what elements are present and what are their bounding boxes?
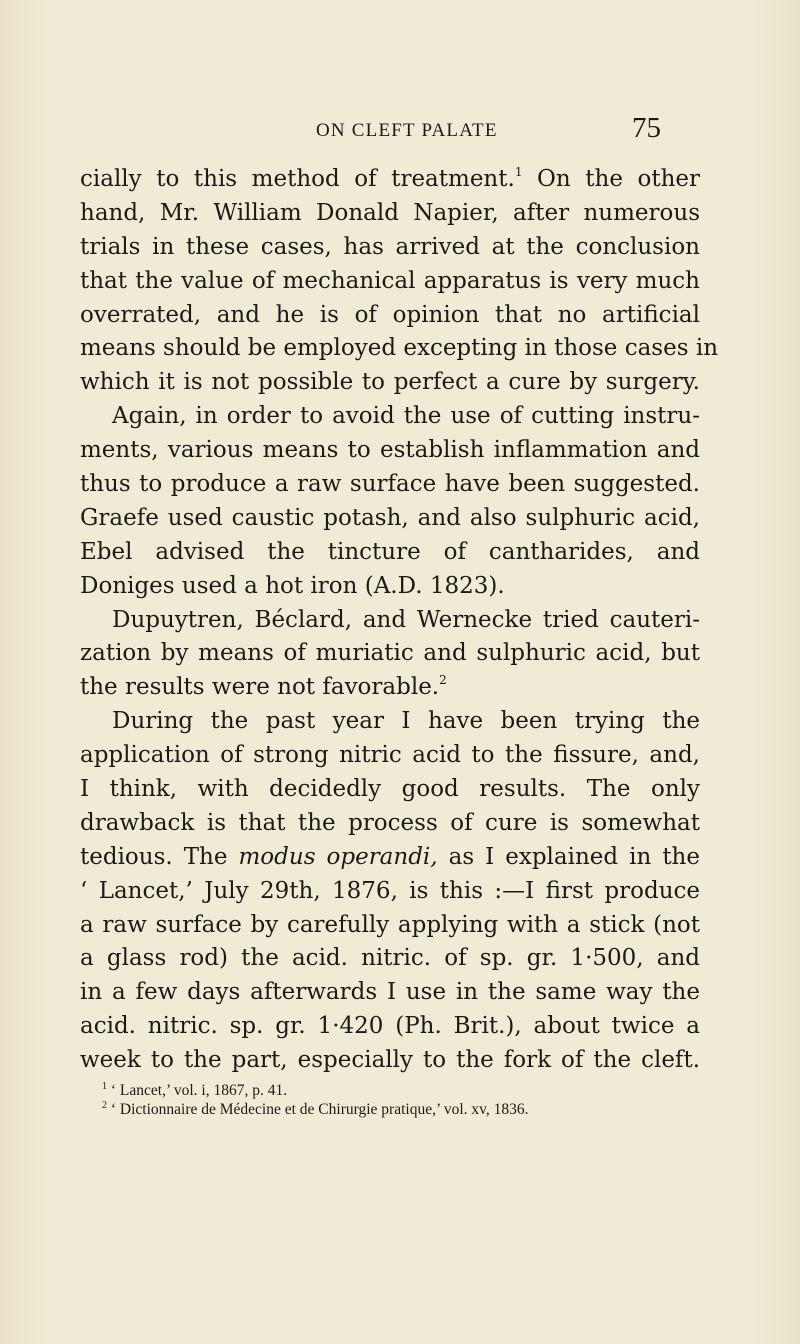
text-line: a raw surface by carefully applying with a stick (not: [80, 911, 700, 938]
text-line: hand, Mr. William Donald Napier, after numerous: [80, 199, 700, 226]
text-line: ments, various means to establish inflammation and: [80, 437, 700, 464]
text-line: drawback is that the process of cure is somewhat: [80, 809, 700, 836]
italic-phrase: modus operandi,: [238, 843, 438, 870]
text-line: Graefe used caustic potash, and also sulphuric acid,: [80, 504, 700, 531]
text-line: in a few days afterwards I use in the same way the: [80, 979, 700, 1006]
text-line: trials in these cases, has arrived at the conclusion: [80, 233, 700, 260]
footnote-ref[interactable]: 2: [439, 673, 447, 688]
text-line: that the value of mechanical apparatus is very much: [80, 267, 700, 294]
text-line: application of strong nitric acid to the fissure, and,: [80, 742, 700, 769]
running-head: ON CLEFT PALATE: [316, 120, 498, 141]
text-line: the results were not favorable.$^2$: [80, 673, 447, 701]
text-line: acid. nitric. sp. gr. 1·420 (Ph. Brit.), about twice a: [80, 1013, 700, 1040]
text-line: Doniges used a hot iron (A.D. 1823).: [80, 572, 505, 599]
footnote-ref[interactable]: 1: [514, 165, 523, 179]
text-line: Again, in order to avoid the use of cutting instru-: [112, 403, 700, 430]
text-line: a glass rod) the acid. nitric. of sp. gr. 1·500, and: [80, 945, 700, 972]
text-line: tedious. The modus operandi, as I explained in the: [80, 843, 700, 870]
page-header: [0, 112, 800, 148]
footnote: $^1$ ‘ Lancet,’ vol. i, 1867, p. 41.: [102, 1081, 288, 1099]
footnotes: [80, 1081, 700, 1119]
footnote: $^2$ ‘ Dictionnaire de Médecine et de Chirurgie pratique,’ vol. xv, 1836.: [102, 1100, 529, 1118]
text-line: ‘ Lancet,’ July 29th, 1876, is this :—I first produce: [80, 877, 700, 904]
body-text: [80, 163, 719, 1078]
text-line: means should be employed excepting in those cases in: [80, 335, 719, 362]
text-line: During the past year I have been trying the: [112, 708, 700, 735]
text-line: thus to produce a raw surface have been suggested.: [80, 471, 700, 498]
text-line: zation by means of muriatic and sulphuric acid, but: [80, 640, 700, 667]
text-line: I think, with decidedly good results. The only: [80, 776, 700, 803]
text-line: which it is not possible to perfect a cure by surgery.: [80, 369, 700, 396]
page-number: 75: [632, 112, 661, 144]
text-line: week to the part, especially to the fork of the cleft.: [80, 1047, 700, 1074]
text-line: cially to this method of treatment.$^1$ On the other: [80, 165, 701, 192]
text-line: Dupuytren, Béclard, and Wernecke tried cauteri-: [112, 606, 700, 633]
text-line: Ebel advised the tincture of cantharides, and: [80, 538, 700, 565]
text-line: overrated, and he is of opinion that no artificial: [80, 301, 700, 328]
